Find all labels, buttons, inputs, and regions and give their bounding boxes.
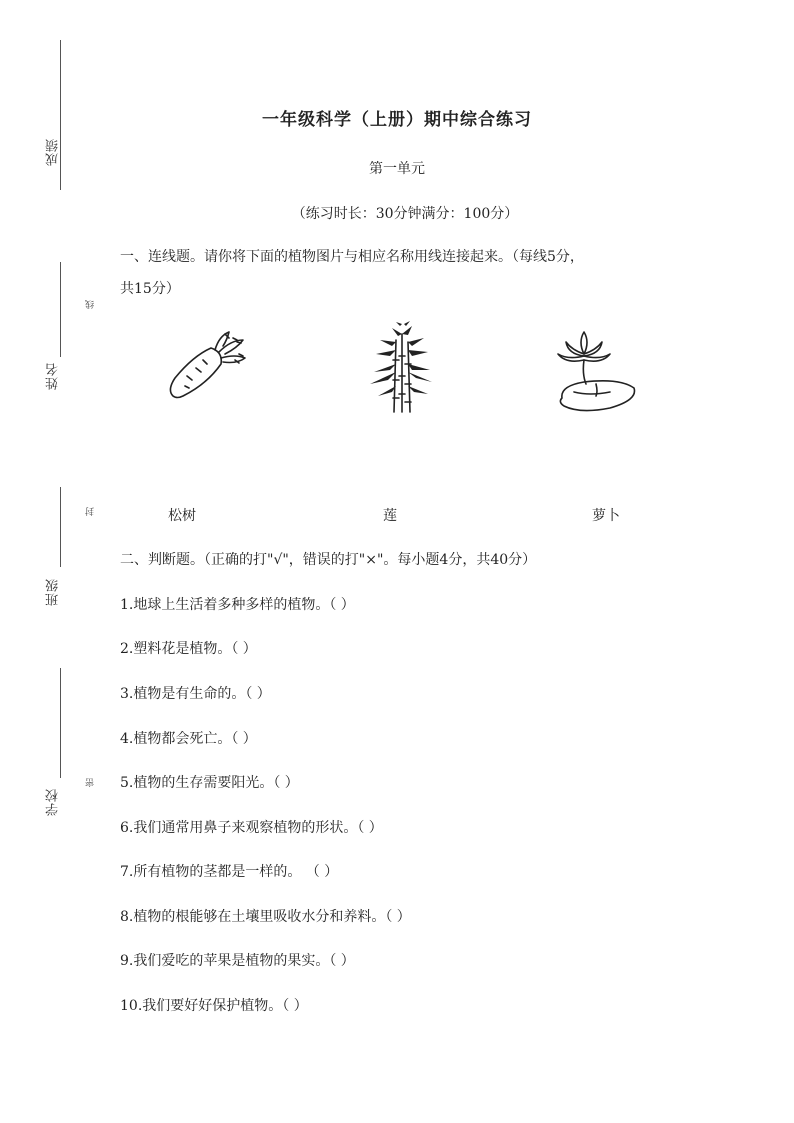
question-item: 3.植物是有生命的。（ ） (120, 686, 271, 702)
exam-info: （练习时长：30分钟满分：100分） (291, 206, 519, 222)
question-item: 5.植物的生存需要阳光。（ ） (120, 775, 299, 791)
section1-heading-line2: 共15分） (120, 281, 180, 297)
school-label: 学校 (46, 788, 61, 816)
carrot-icon (163, 326, 253, 406)
plant-name-pine: 松树 (168, 508, 196, 524)
page-title: 一年级科学（上册）期中综合练习 (262, 110, 532, 130)
question-item: 2.塑料花是植物。（ ） (120, 641, 257, 657)
question-item: 7.所有植物的茎都是一样的。 （ ） (120, 864, 339, 880)
binding-line-class (60, 487, 61, 567)
section2-heading: 二、判断题。（正确的打"√"，错误的打"×"。每小题4分，共40分） (120, 552, 537, 568)
question-item: 10.我们要好好保护植物。（ ） (120, 998, 308, 1014)
question-item: 9.我们爱吃的苹果是植物的果实。（ ） (120, 953, 355, 969)
section1-heading-line1: 一、连线题。请你将下面的植物图片与相应名称用线连接起来。（每线5分， (120, 249, 584, 265)
tight-mark: 密 (86, 778, 96, 787)
question-item: 1.地球上生活着多种多样的植物。（ ） (120, 597, 355, 613)
score-label: 成绩 (46, 138, 61, 166)
binding-line-name (60, 262, 61, 357)
plant-name-radish: 萝卜 (592, 508, 620, 524)
bamboo-tree-icon (360, 320, 444, 414)
seal-mark: 封 (86, 507, 96, 516)
unit-subtitle: 第一单元 (369, 161, 425, 177)
plant-name-lotus: 莲 (383, 508, 397, 524)
question-item: 6.我们通常用鼻子来观察植物的形状。（ ） (120, 820, 383, 836)
question-item: 4.植物都会死亡。（ ） (120, 731, 257, 747)
class-label: 班级 (46, 578, 61, 606)
lotus-icon (550, 322, 642, 416)
binding-line-school (60, 668, 61, 778)
name-label: 姓名 (46, 362, 61, 390)
question-item: 8.植物的根能够在土壤里吸收水分和养料。（ ） (120, 909, 411, 925)
line-mark: 线 (86, 300, 96, 309)
